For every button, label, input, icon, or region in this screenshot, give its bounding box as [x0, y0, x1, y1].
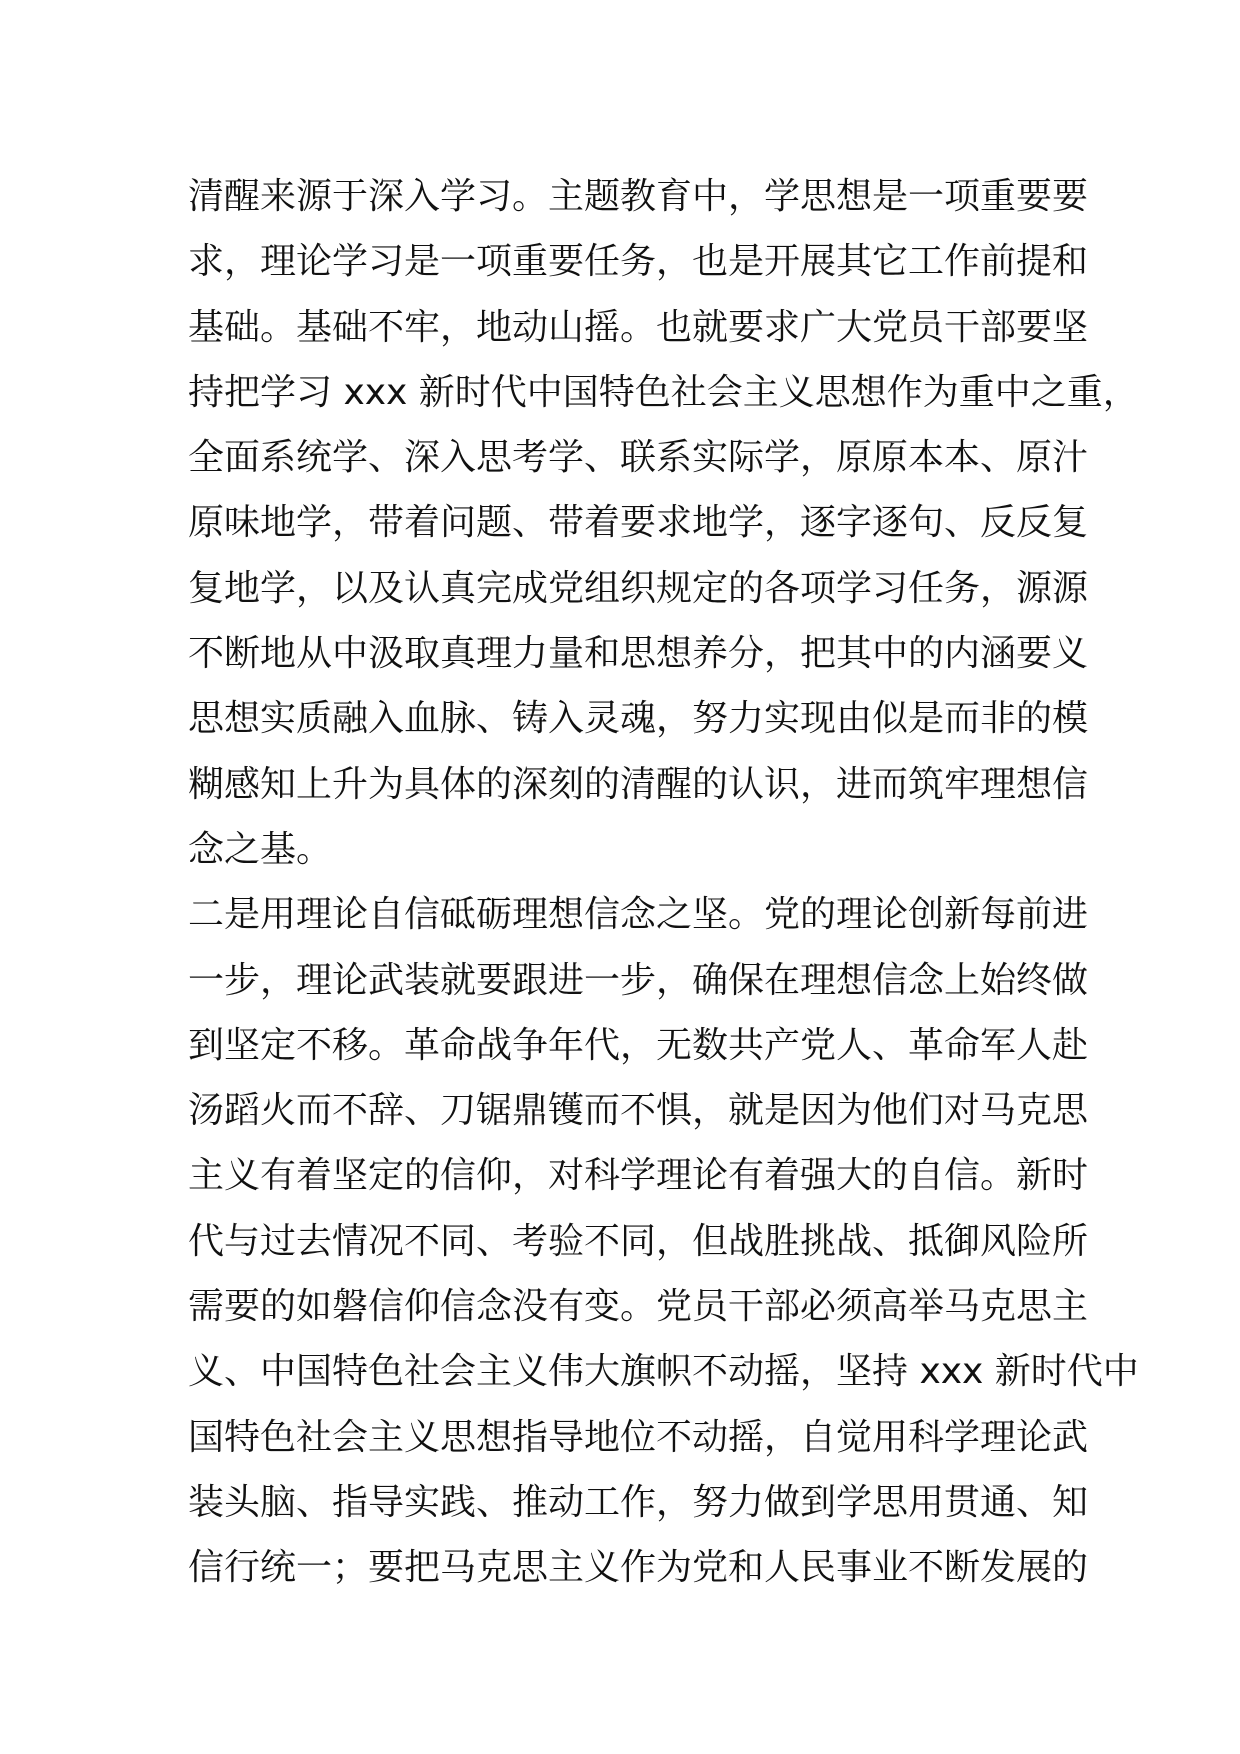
text-line: 装头脑、指导实践、推动工作，努力做到学思用贯通、知: [188, 1481, 1089, 1523]
text-line: 需要的如磐信仰信念没有变。党员干部必须高举马克思主: [188, 1286, 1089, 1328]
text-line: 复地学，以及认真完成党组织规定的各项学习任务，源源: [188, 567, 1089, 609]
text-line: 代与过去情况不同、考验不同，但战胜挑战、抵御风险所: [188, 1220, 1089, 1262]
text-line: 持把学习 xxx 新时代中国特色社会主义思想作为重中之重，: [188, 371, 1139, 413]
text-line: 主义有着坚定的信仰，对科学理论有着强大的自信。新时: [188, 1155, 1089, 1197]
text-line: 信行统一；要把马克思主义作为党和人民事业不断发展的: [188, 1547, 1089, 1589]
text-line: 不断地从中汲取真理力量和思想养分，把其中的内涵要义: [188, 633, 1089, 675]
text-line: 汤蹈火而不辞、刀锯鼎镬而不惧，就是因为他们对马克思: [188, 1090, 1089, 1132]
text-line: 到坚定不移。革命战争年代，无数共产党人、革命军人赴: [188, 1024, 1089, 1066]
text-line: 求，理论学习是一项重要任务，也是开展其它工作前提和: [188, 241, 1089, 283]
text-line: 清醒来源于深入学习。主题教育中，学思想是一项重要要: [188, 176, 1089, 217]
text-line: 糊感知上升为具体的深刻的清醒的认识，进而筑牢理想信: [188, 763, 1089, 805]
text-line: 原味地学，带着问题、带着要求地学，逐字逐句、反反复: [188, 502, 1089, 544]
text-line: 一步，理论武装就要跟进一步，确保在理想信念上始终做: [188, 959, 1089, 1001]
text-line: 基础。基础不牢，地动山摇。也就要求广大党员干部要坚: [188, 306, 1089, 348]
text-line: 义、中国特色社会主义伟大旗帜不动摇，坚持 xxx 新时代中: [188, 1351, 1139, 1393]
text-line: 思想实质融入血脉、铸入灵魂，努力实现由似是而非的模: [188, 698, 1089, 740]
text-line: 二是用理论自信砥砺理想信念之坚。党的理论创新每前进: [188, 894, 1089, 936]
text-line: 念之基。: [188, 828, 333, 870]
text-line: 国特色社会主义思想指导地位不动摇，自觉用科学理论武: [188, 1416, 1089, 1458]
body-text: [188, 164, 1139, 1601]
text-line: 全面系统学、深入思考学、联系实际学，原原本本、原汁: [188, 437, 1089, 479]
